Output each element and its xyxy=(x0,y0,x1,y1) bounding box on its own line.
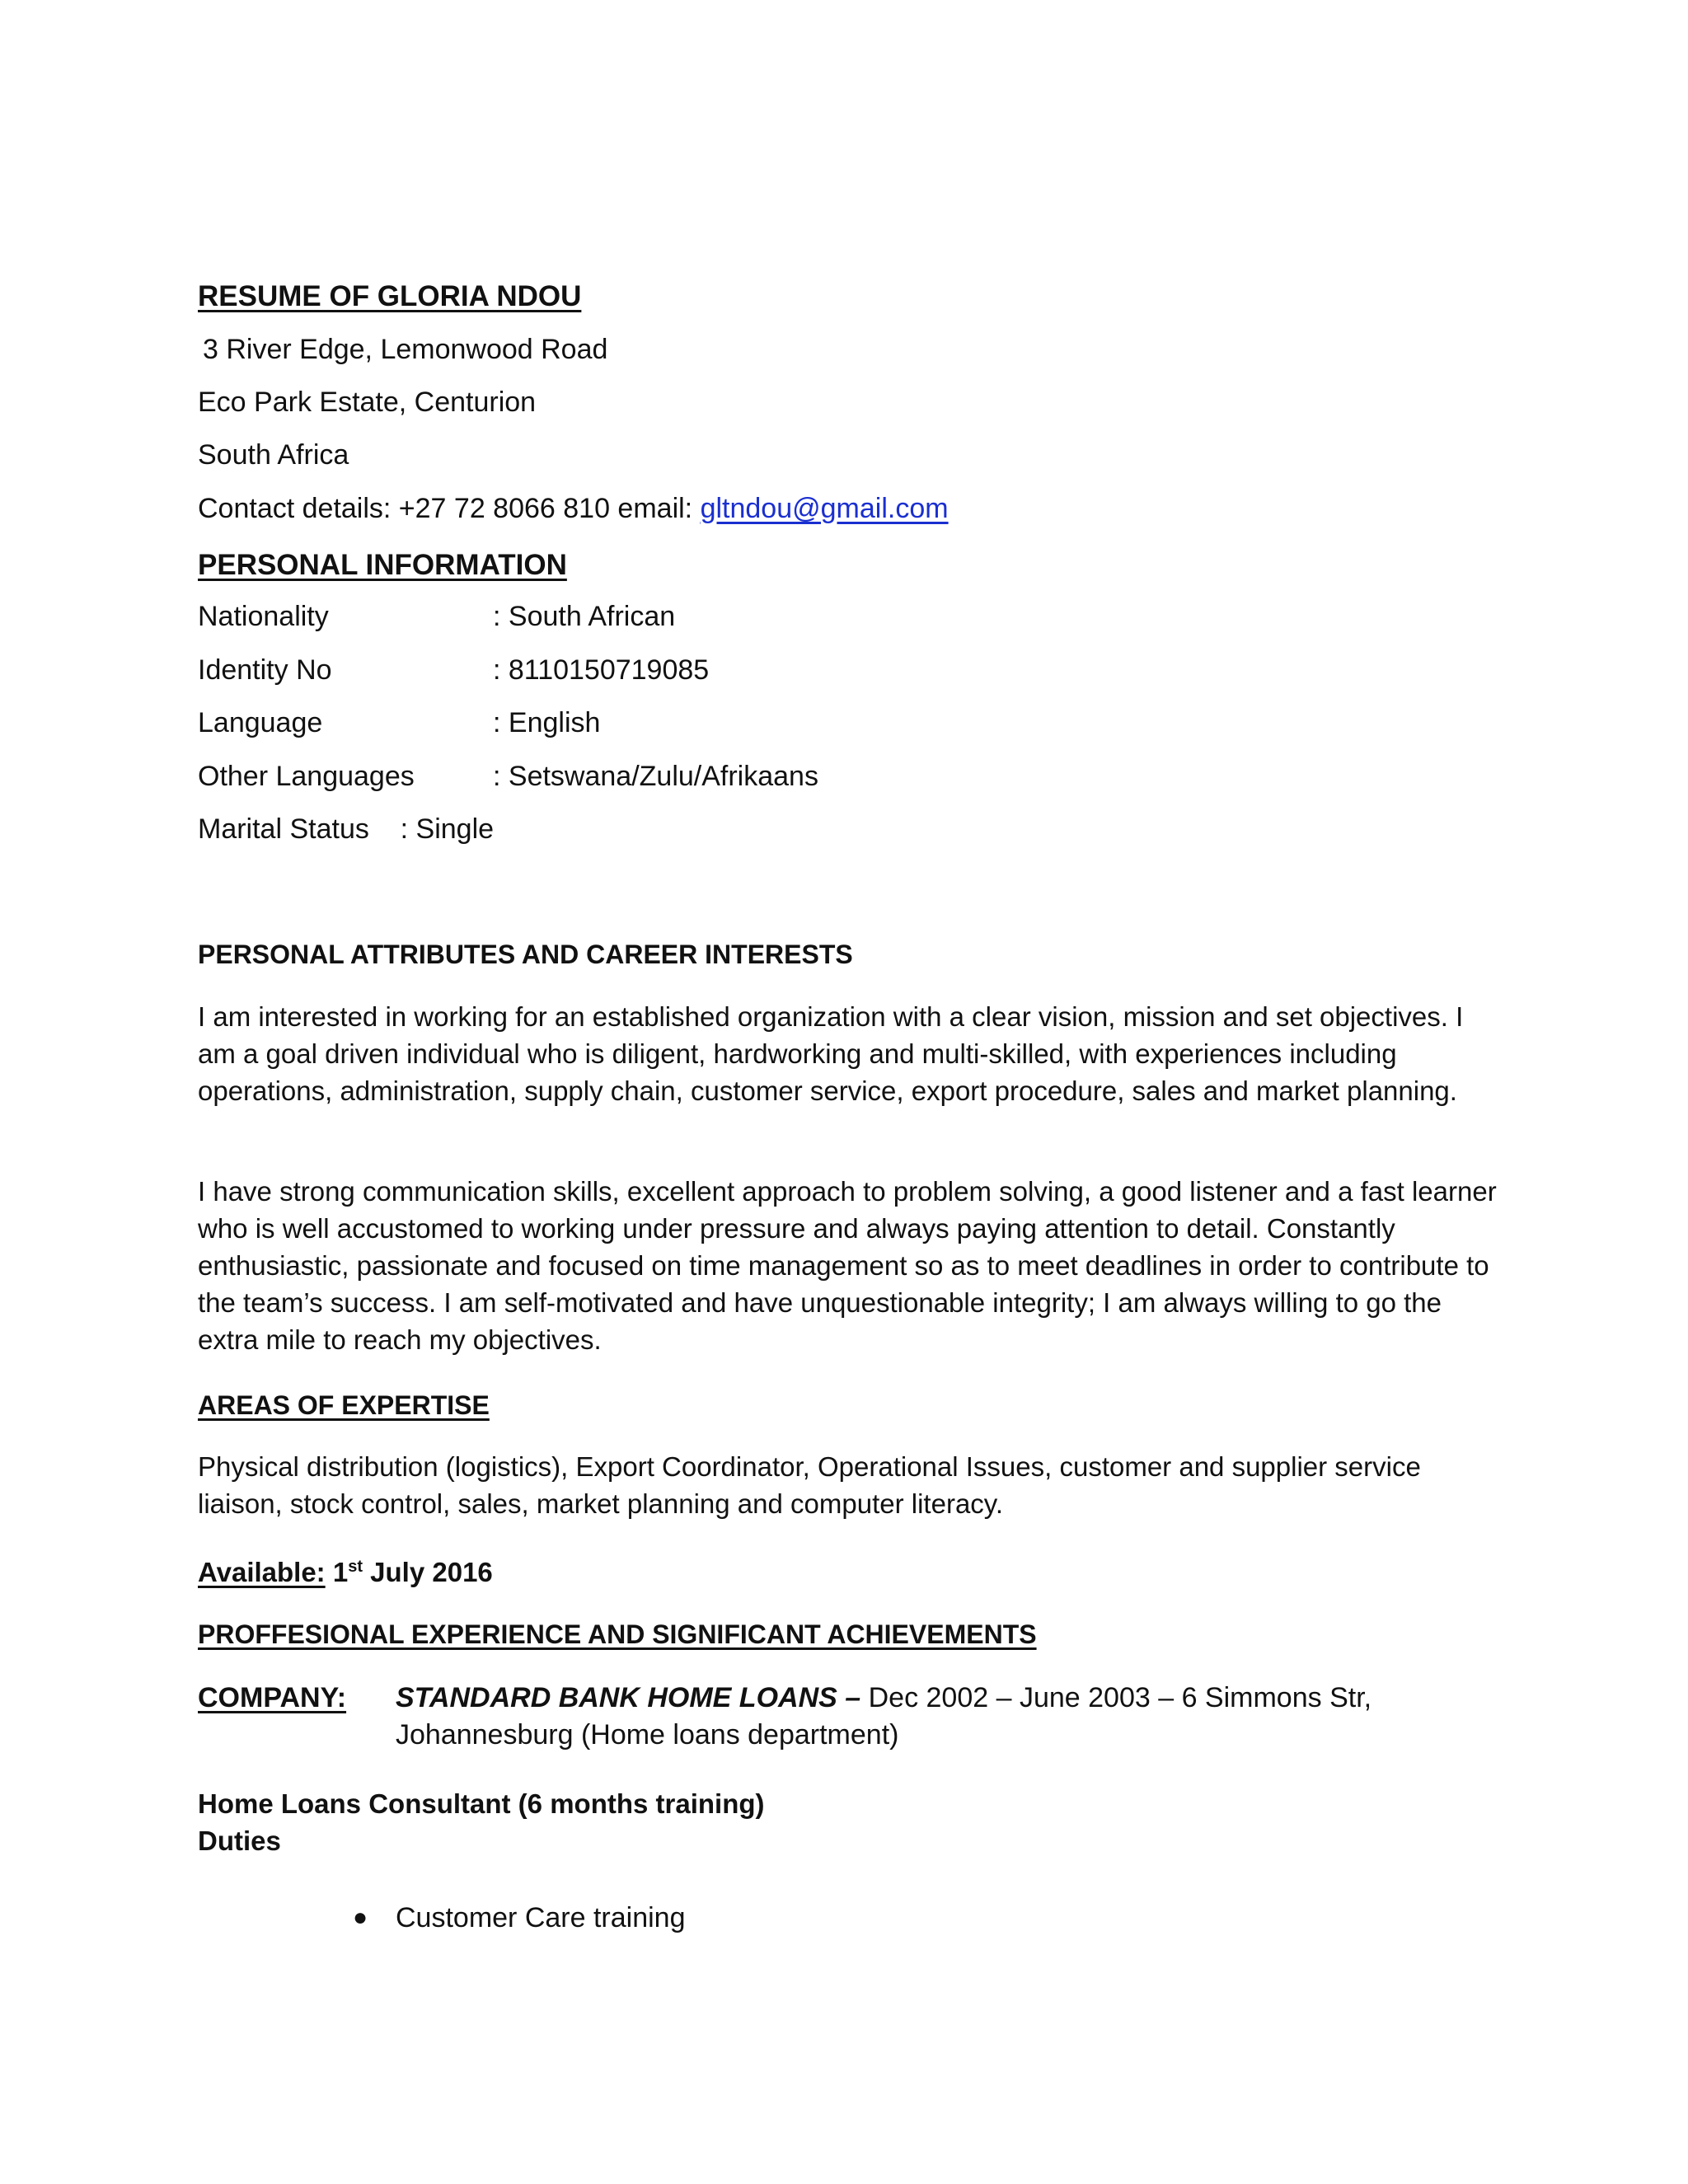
duties-heading: Duties xyxy=(198,1825,281,1856)
expertise-paragraph: Physical distribution (logistics), Export Coordinator, Operational Issues, customer and supplier service liaison, stock control, sales, market planning and computer literacy. xyxy=(198,1451,1421,1519)
company-entry xyxy=(396,1680,1517,1754)
attributes-heading: PERSONAL ATTRIBUTES AND CAREER INTERESTS xyxy=(198,940,853,969)
personal-info-heading: PERSONAL INFORMATION xyxy=(198,549,567,581)
resume-title: RESUME OF GLORIA NDOU xyxy=(198,280,582,312)
info-row-language xyxy=(198,705,322,741)
email-link[interactable]: gltndou@gmail.com xyxy=(700,493,949,524)
info-row-nationality xyxy=(198,598,329,635)
expertise-heading: AREAS OF EXPERTISE xyxy=(198,1390,490,1420)
info-row-identity xyxy=(198,652,332,688)
availability-day: 1 xyxy=(325,1557,349,1587)
info-label: Other Languages xyxy=(198,761,415,792)
info-label: Identity No xyxy=(198,654,332,686)
experience-heading: PROFFESIONAL EXPERIENCE AND SIGNIFICANT ACHIEVEMENTS xyxy=(198,1619,1037,1649)
info-value: : Setswana/Zulu/Afrikaans xyxy=(493,761,818,792)
info-row-marital-status: Marital Status : Single xyxy=(198,813,495,845)
company-details: Dec 2002 – June 2003 – 6 Simmons Str, Johannesburg (Home loans department) xyxy=(396,1682,1372,1750)
contact-details xyxy=(198,490,949,527)
job-role: Home Loans Consultant (6 months training) xyxy=(198,1788,765,1819)
info-label: Nationality xyxy=(198,601,329,632)
info-value: : 8110150719085 xyxy=(493,654,710,686)
attributes-paragraph-2: I have strong communication skills, excellent approach to problem solving, a good listener and a fast learner who is well accustomed to working under pressure and always paying attention to detail. Constantly enthusiastic, passionate and focused on time management so as to meet deadlines in order to contribute to the team’s success. I am self-motivated and have unquestionable integrity; I am always willing to go the extra mile to reach my objectives. xyxy=(198,1176,1497,1355)
attributes-paragraph-1: I am interested in working for an established organization with a clear vision, mission and set objectives. I am a goal driven individual who is diligent, hardworking and multi-skilled, with experiences including operations, administration, supply chain, customer service, export procedure, sales and market planning. xyxy=(198,1001,1464,1106)
info-label: Language xyxy=(198,707,323,738)
address-line-1: 3 River Edge, Lemonwood Road xyxy=(203,334,608,365)
info-value: : South African xyxy=(493,601,676,632)
bullet-icon: ● xyxy=(353,1904,368,1931)
company-name: STANDARD BANK HOME LOANS – xyxy=(396,1682,869,1713)
availability-day-suffix: st xyxy=(348,1558,363,1576)
company-label: COMPANY: xyxy=(198,1682,347,1713)
availability-label: Available: xyxy=(198,1557,326,1587)
availability-month-year: July 2016 xyxy=(363,1557,493,1587)
duty-text: Customer Care training xyxy=(396,1902,686,1933)
contact-prefix: Contact details: +27 72 8066 810 email: xyxy=(198,493,701,524)
info-row-other-languages xyxy=(198,758,415,794)
info-value: : English xyxy=(493,707,601,738)
address-line-2: Eco Park Estate, Centurion xyxy=(198,387,537,418)
availability-line xyxy=(198,1554,493,1591)
duty-list-item xyxy=(353,1900,686,1936)
address-line-3: South Africa xyxy=(198,439,349,471)
